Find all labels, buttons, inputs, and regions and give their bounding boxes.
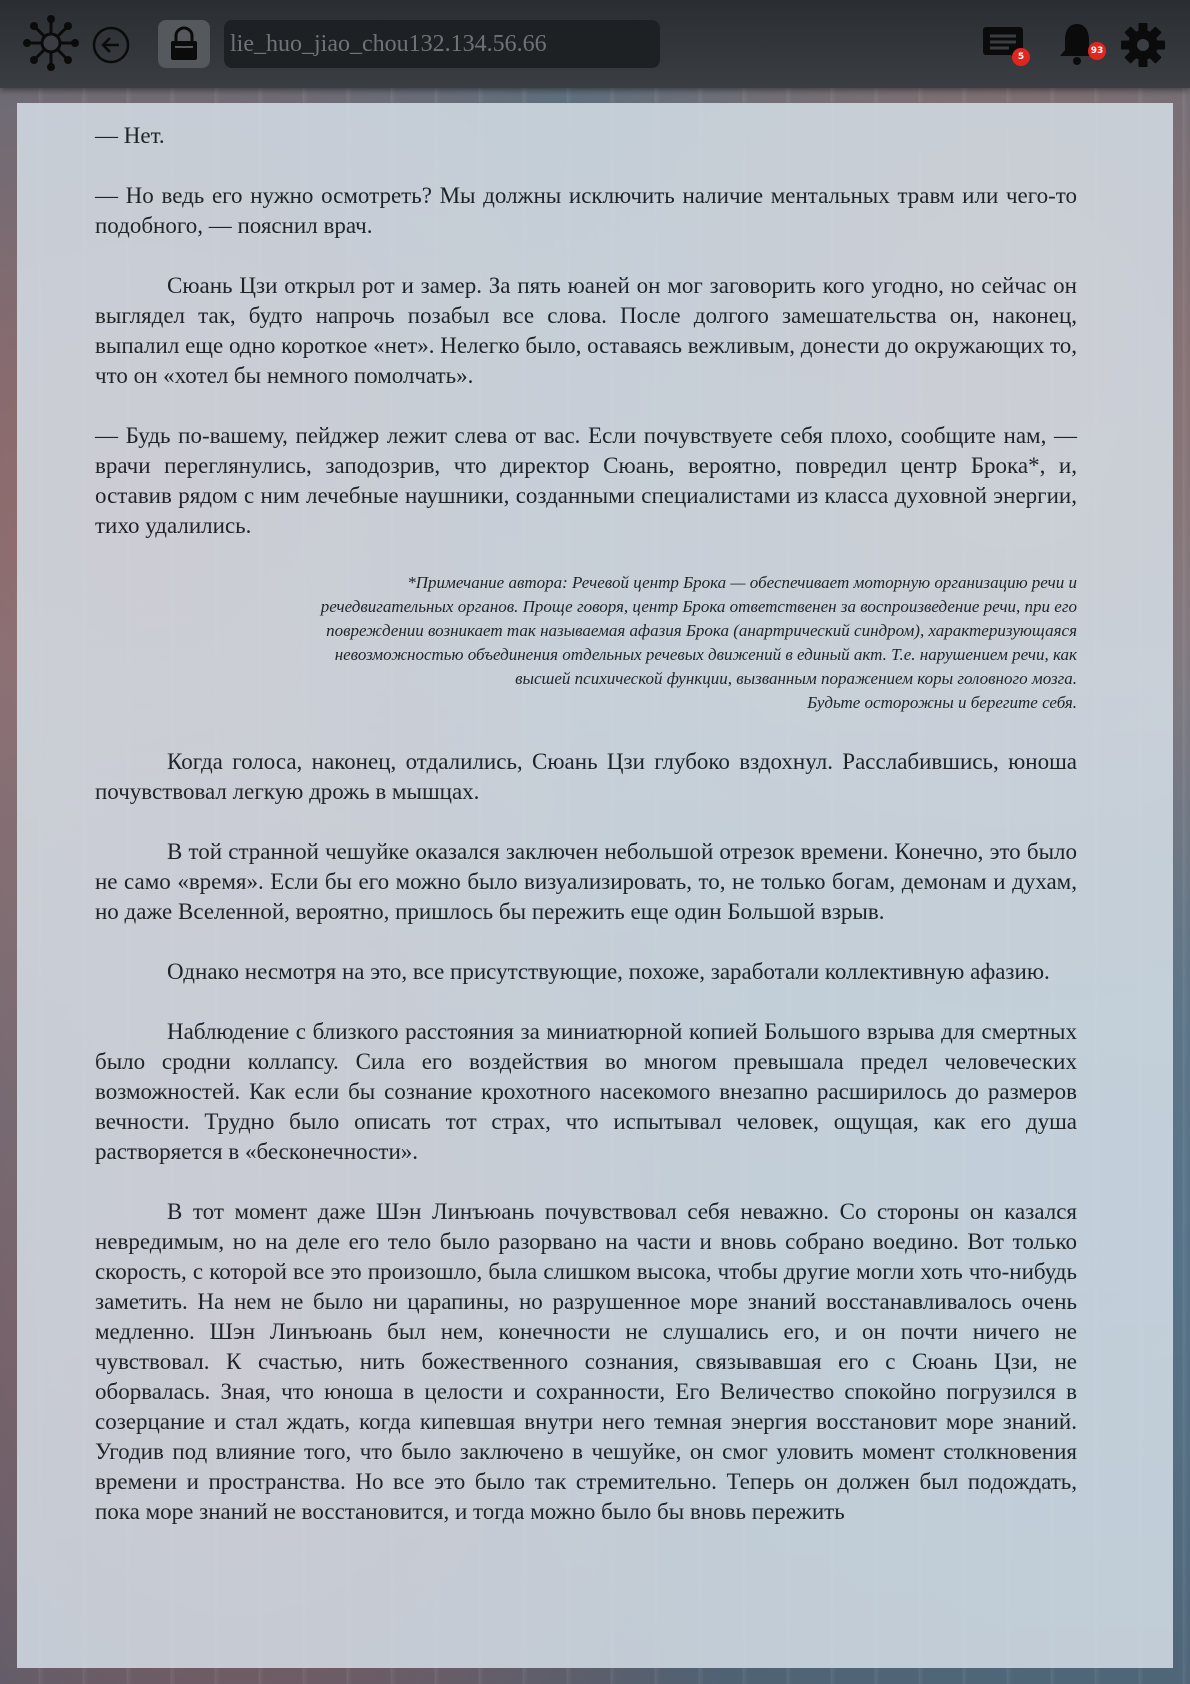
paragraph: Когда голоса, наконец, отдалились, Сюань Цзи глубоко вздохнул. Расслабившись, юноша почувствовал легкую дрожь в мышцах. [95,749,1077,804]
paragraph: Наблюдение с близкого расстояния за миниатюрной копией Большого взрыва для смертных было сродни коллапсу. Сила его воздействия во многом превышала предел человеческих возможностей. Как если бы сознание крохотного насекомого внезапно расширилось до размеров вечности. Трудно было описать тот страх, что испытывал человек, ощущая, как его душа растворяется в «бесконечности». [95,1019,1077,1164]
notifications-badge: 93 [1088,42,1106,60]
back-arrow-icon[interactable] [90,24,132,66]
messages-badge: 5 [1012,48,1030,66]
author-note-line: высшей психической функции, вызванным поражением коры головного мозга. [515,669,1077,688]
author-note-line: повреждении возникает так называемая афазия Брока (анартрический синдром), характеризующаяся [326,621,1077,640]
author-note-line: речедвигательных органов. Проще говоря, центр Брока ответственен за воспроизведение речи, при его [320,597,1077,616]
paragraph: — Нет. [95,123,165,148]
author-note [95,571,1077,715]
lock-icon[interactable] [158,20,210,68]
author-note-line: *Примечание автора: Речевой центр Брока — обеспечивает моторную организацию речи и [407,573,1077,592]
author-note-line: невозможностью объединения отдельных речевых движений в единый акт. Т.е. нарушением речи, как [334,645,1077,664]
messages-icon[interactable] [980,22,1026,68]
address-bar[interactable] [224,20,660,68]
address-text: lie_huo_jiao_chou132.134.56.66 [230,31,547,57]
chapter-text [95,121,1077,1557]
bell-icon[interactable] [1054,18,1104,68]
paragraph: В той странной чешуйке оказался заключен небольшой отрезок времени. Конечно, это было не само «время». Если бы его можно было визуализировать, то, не только богам, демонам и духам, но даже Вселенной, вероятно, пришлось бы пережить еще один Большой взрыв. [95,839,1077,924]
top-bar [0,0,1190,88]
reading-panel[interactable] [17,103,1173,1668]
paragraph: Сюань Цзи открыл рот и замер. За пять юаней он мог заговорить кого угодно, но сейчас он выглядел так, будто напрочь позабыл все слова. После долгого замешательства он, наконец, выпалил еще одно короткое «нет». Нелегко было, оставаясь вежливым, донести до окружающих то, что он «хотел бы немного помолчать». [95,273,1077,388]
paragraph: В тот момент даже Шэн Линъюань почувствовал себя неважно. Со стороны он казался невредимым, но на деле его тело было разорвано на части и вновь собрано воедино. Вот только скорость, с которой все это произошло, была слишком высока, чтобы другие могли хоть что-нибудь заметить. На нем не было ни царапины, но разрушенное море знаний восстанавливалось очень медленно. Шэн Линъюань был нем, конечности не слушались его, и он почти ничего не чувствовал. К счастью, нить божественного сознания, связывавшая его с Сюань Цзи, не оборвалась. Зная, что юноша в целости и сохранности, Его Величество спокойно погрузился в созерцание и стал ждать, когда кипевшая внутри него темная энергия восстановит море знаний. Угодив под влияние того, что было заключено в чешуйке, он смог уловить момент столкновения времени и пространства. Но все это было так стремительно. Теперь он должен был подождать, пока море знаний не восстановится, и тогда можно было бы вновь пережить [95,1199,1077,1524]
paragraph: — Будь по-вашему, пейджер лежит слева от вас. Если почувствуете себя плохо, сообщите нам, — врачи переглянулись, заподозрив, что директор Сюань, вероятно, повредил центр Брока*, и, оставив рядом с ним лечебные наушники, созданными специалистами из класса духовной энергии, тихо удалились. [95,423,1077,538]
gear-icon[interactable] [1118,20,1168,70]
author-note-line: Будьте осторожны и берегите себя. [807,693,1077,712]
paragraph: Однако несмотря на это, все присутствующие, похоже, заработали коллективную афазию. [167,959,1050,984]
paragraph: — Но ведь его нужно осмотреть? Мы должны исключить наличие ментальных травм или чего-то подобного, — пояснил врач. [95,183,1077,238]
network-hub-icon[interactable] [22,14,80,72]
